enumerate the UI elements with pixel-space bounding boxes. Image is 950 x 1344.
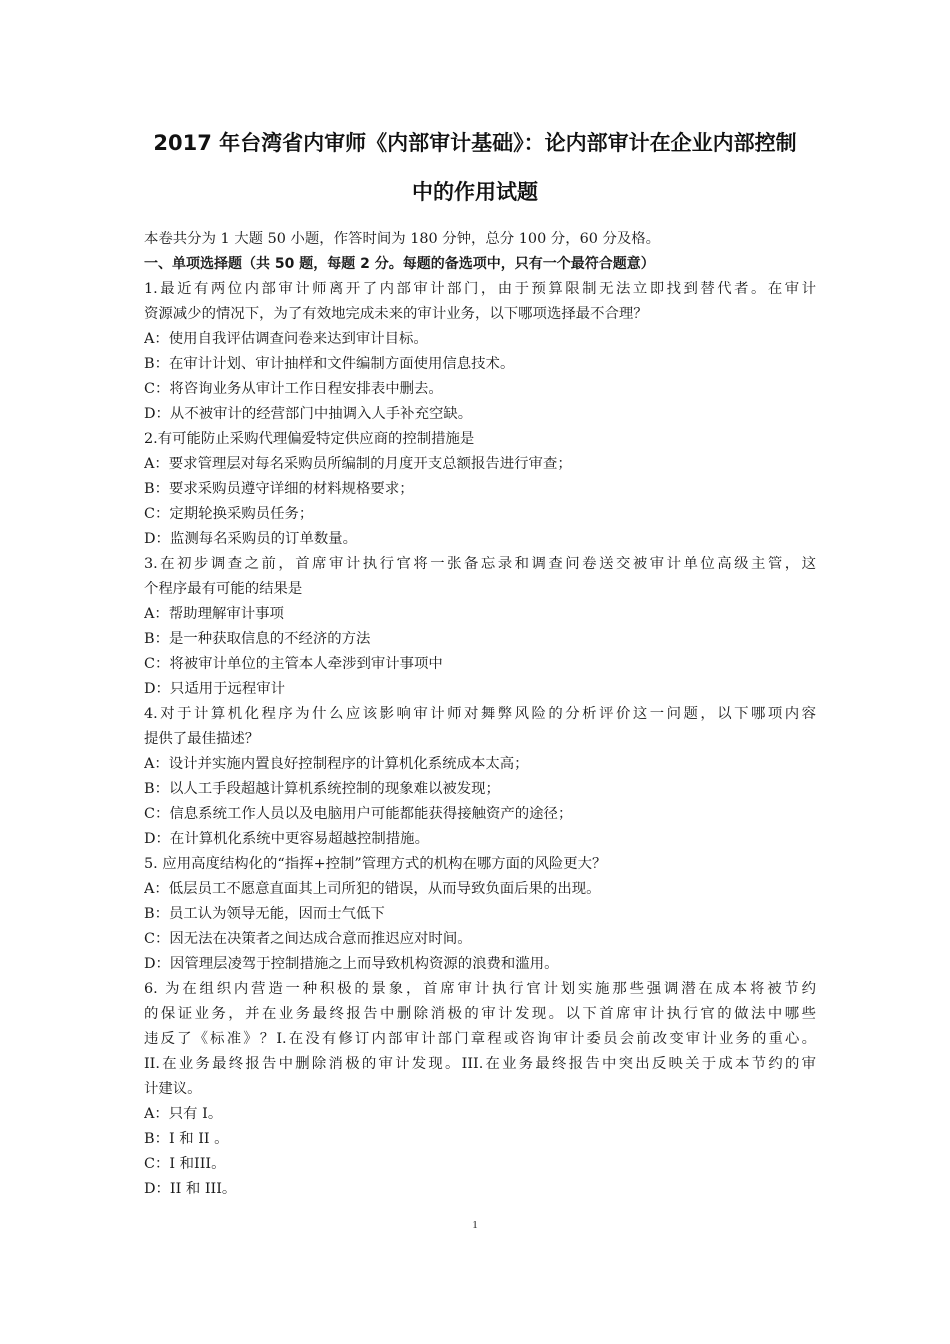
option-d: D：只适用于远程审计 <box>144 681 286 697</box>
option-b: B：员工认为领导无能，因而士气低下 <box>144 906 385 922</box>
question-stem-line: 提供了最佳描述？ <box>144 731 260 747</box>
question-5 <box>144 852 816 977</box>
option-a: A：要求管理层对每名采购员所编制的月度开支总额报告进行审查； <box>144 456 572 472</box>
option-b: B：I 和 II 。 <box>144 1131 229 1147</box>
option-b: B：要求采购员遵守详细的材料规格要求； <box>144 481 414 497</box>
option-c: C：将咨询业务从审计工作日程安排表中删去。 <box>144 381 443 397</box>
question-stem-line: 5. 应用高度结构化的“指挥+控制”管理方式的机构在哪方面的风险更大？ <box>144 856 607 872</box>
question-stem-line: 3.在初步调查之前，首席审计执行官将一张备忘录和调查问卷送交被审计单位高级主管，这 <box>144 556 816 572</box>
question-6 <box>144 977 816 1202</box>
option-c: C：因无法在决策者之间达成合意而推迟应对时间。 <box>144 931 472 947</box>
question-stem-line: 的保证业务，并在业务最终报告中删除消极的审计发现。以下首席审计执行官的做法中哪些 <box>144 1006 816 1022</box>
option-c: C：信息系统工作人员以及电脑用户可能都能获得接触资产的途径； <box>144 806 573 822</box>
document-title-line-1: 2017 年台湾省内审师《内部审计基础》：论内部审计在企业内部控制 <box>153 131 797 155</box>
option-d: D：II 和 III。 <box>144 1181 237 1197</box>
question-3 <box>144 552 816 702</box>
question-stem-line: 资源减少的情况下，为了有效地完成未来的审计业务，以下哪项选择最不合理？ <box>144 306 648 322</box>
page-number: 1 <box>472 1219 478 1231</box>
option-b: B：是一种获取信息的不经济的方法 <box>144 631 371 647</box>
question-1 <box>144 277 816 427</box>
question-stem-line: II.在业务最终报告中删除消极的审计发现。III.在业务最终报告中突出反映关于成本节约的审 <box>144 1056 816 1072</box>
option-b: B：以人工手段超越计算机系统控制的现象难以被发现； <box>144 781 500 797</box>
option-d: D：从不被审计的经营部门中抽调入人手补充空缺。 <box>144 406 473 422</box>
option-b: B：在审计计划、审计抽样和文件编制方面使用信息技术。 <box>144 356 515 372</box>
question-stem-line: 个程序最有可能的结果是 <box>144 581 303 597</box>
question-stem-line: 2.有可能防止采购代理偏爱特定供应商的控制措施是 <box>144 431 475 447</box>
option-a: A：帮助理解审计事项 <box>144 606 284 622</box>
question-stem-line: 1.最近有两位内部审计师离开了内部审计部门，由于预算限制无法立即找到替代者。在审计 <box>144 281 816 297</box>
question-2 <box>144 427 816 552</box>
document-body <box>144 227 816 1202</box>
option-a: A：只有 I。 <box>144 1106 223 1122</box>
question-stem-line: 违反了《标准》？I.在没有修订内部审计部门章程或咨询审计委员会前改变审计业务的重心。 <box>144 1031 816 1047</box>
question-4 <box>144 702 816 852</box>
option-d: D：监测每名采购员的订单数量。 <box>144 531 358 547</box>
option-a: A：设计并实施内置良好控制程序的计算机化系统成本太高； <box>144 756 529 772</box>
option-c: C：定期轮换采购员任务； <box>144 506 314 522</box>
exam-intro: 本卷共分为 1 大题 50 小题，作答时间为 180 分钟，总分 100 分，60 分及格。 <box>144 231 661 247</box>
option-a: A：低层员工不愿意直面其上司所犯的错误，从而导致负面后果的出现。 <box>144 881 601 897</box>
question-stem-line: 4.对于计算机化程序为什么应该影响审计师对舞弊风险的分析评价这一问题，以下哪项内容 <box>144 706 816 722</box>
option-d: D：因管理层凌驾于控制措施之上而导致机构资源的浪费和滥用。 <box>144 956 559 972</box>
question-stem-line: 6. 为在组织内营造一种积极的景象，首席审计执行官计划实施那些强调潜在成本将被节约 <box>144 981 816 997</box>
option-d: D：在计算机化系统中更容易超越控制措施。 <box>144 831 429 847</box>
section-heading: 一、单项选择题（共 50 题，每题 2 分。每题的备选项中，只有一个最符合题意） <box>144 256 655 272</box>
option-c: C：将被审计单位的主管本人牵涉到审计事项中 <box>144 656 443 672</box>
document-title-line-2: 中的作用试题 <box>412 180 538 204</box>
option-a: A：使用自我评估调查问卷来达到审计目标。 <box>144 331 428 347</box>
question-stem-line: 计建议。 <box>144 1081 202 1097</box>
option-c: C：I 和III。 <box>144 1156 226 1172</box>
